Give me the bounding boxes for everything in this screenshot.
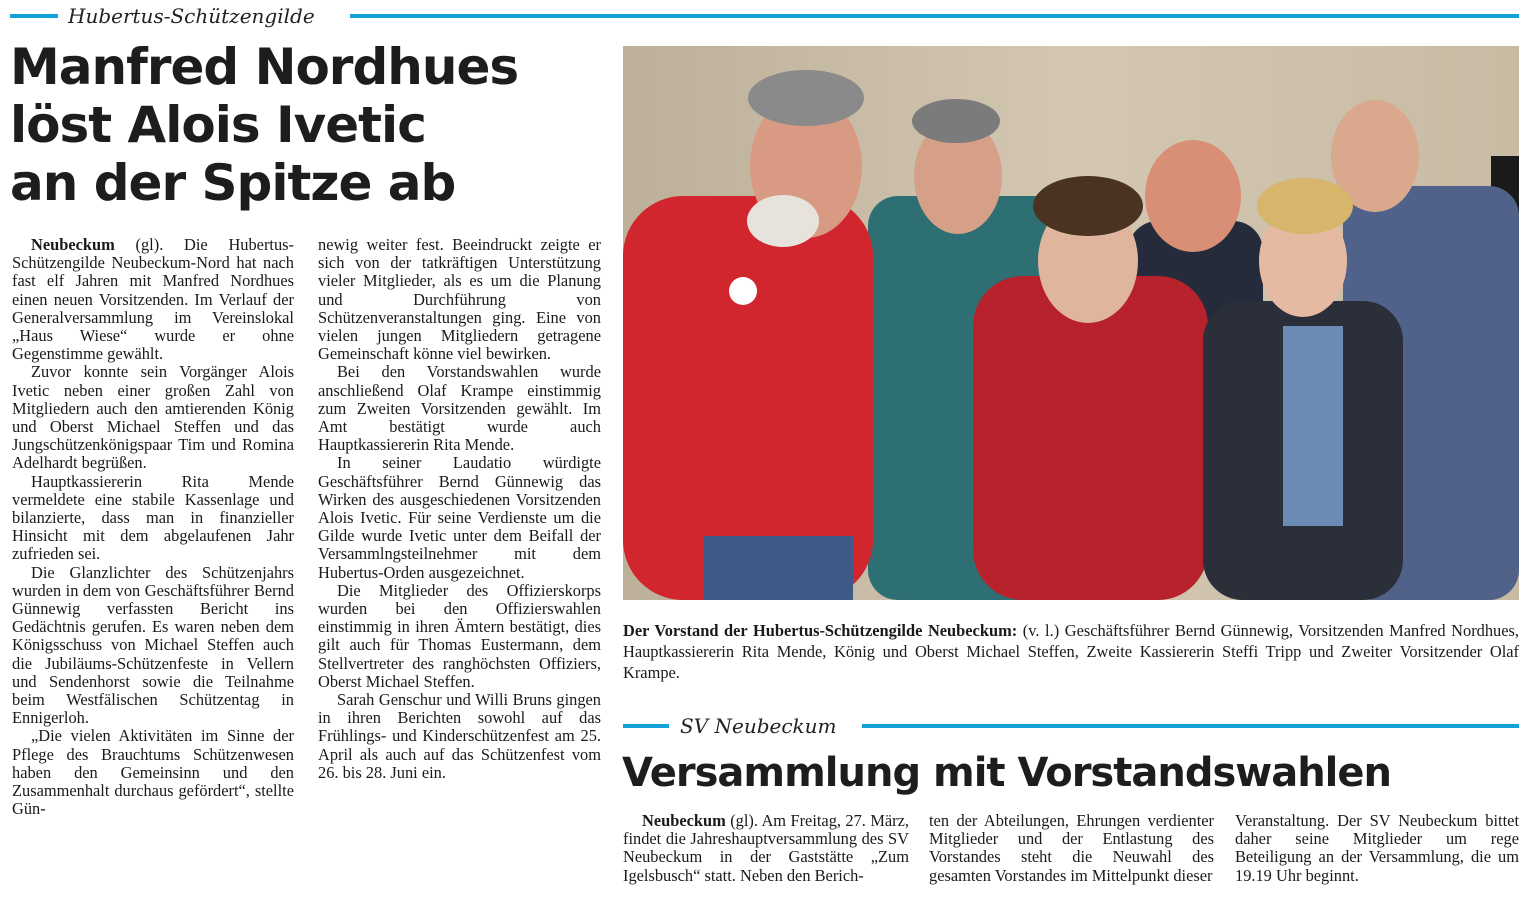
dateline: Neubeckum <box>642 811 726 830</box>
paragraph <box>12 236 294 363</box>
section-rule-left <box>10 14 58 18</box>
headline-line-3: an der Spitze ab <box>10 154 456 212</box>
section2-rule-left <box>623 724 669 728</box>
paragraph-text: (gl). Am Freitag, 27. März, findet die Jahreshauptversammlung des SV Neubeckum in der Gaststätte „Zum Igelsbusch“ statt. Neben den Berich- <box>623 811 909 885</box>
section-kicker <box>68 4 315 28</box>
article-column-2 <box>318 236 601 782</box>
paragraph-text: (gl). Die Hubertus-Schützengilde Neubeckum-Nord hat nach fast elf Jahren mit Manfred Nordhues einen neuen Vorsitzenden. Im Verlauf der Generalversammlung im Vereinslokal „Haus Wiese“ wurde er ohne Gegenstimme gewählt. <box>12 235 294 364</box>
section-kicker-label: Hubertus-Schützengilde <box>68 4 315 28</box>
section2-kicker <box>680 714 837 738</box>
paragraph: „Die vielen Aktivitäten im Sinne der Pflege des Brauchtums Schützenwesen haben den Gemeinsinn und den Zusammenhalt durchaus gefördert“, stellte Gün- <box>12 726 294 819</box>
dateline: Neubeckum <box>31 235 115 254</box>
section2-rule-right <box>862 724 1519 728</box>
article-column-1 <box>12 236 294 819</box>
paragraph: Zuvor konnte sein Vorgänger Alois Ivetic neben einer großen Zahl von Mitgliedern auch den amtierenden König und Oberst Michael Steffen und das Jungschützenkönigspaar Tim und Romina Adelhardt begrüßen. <box>12 362 294 473</box>
headline-line-1: Manfred Nordhues <box>10 38 519 96</box>
section2-kicker-label: SV Neubeckum <box>680 714 837 738</box>
paragraph: newig weiter fest. Beeindruckt zeigte er sich von der tatkräftigen Unterstützung vieler Mitglieder, als es um die Planung und Durchführung von Schützenveranstaltungen ging. Eine von vielen jungen Mitgliedern getragene Gemeinschaft könne viel bewirken. <box>318 235 601 364</box>
photo-caption <box>623 620 1519 683</box>
article2-column-3 <box>1235 812 1519 885</box>
paragraph: Sarah Genschur und Willi Bruns gingen in ihren Berichten sowohl auf das Frühlings- und Kinderschützenfest am 25. April als auch auf das Schützenfest vom 26. bis 28. Juni ein. <box>318 690 601 782</box>
headline-line-2: löst Alois Ivetic <box>10 96 426 154</box>
article2-column-1 <box>623 812 909 885</box>
article-headline <box>10 38 610 212</box>
paragraph: Bei den Vorstandswahlen wurde anschließend Olaf Krampe einstimmig zum Zweiten Vorsitzenden gewählt. Im Amt bestätigt wurde auch Hauptkassiererin Rita Mende. <box>318 362 601 455</box>
article2-column-2 <box>929 812 1214 885</box>
paragraph: Hauptkassiererin Rita Mende vermeldete eine stabile Kassenlage und bilanzierte, dass man in finanzieller Hinsicht mit dem abgelaufenen Jahr zufrieden sei. <box>12 471 294 564</box>
caption-title: Der Vorstand der Hubertus-Schützengilde Neubeckum: <box>623 621 1018 640</box>
caption-text: (v. l.) Geschäftsführer Bernd Günnewig, Vorsitzenden Manfred Nordhues, Hauptkassiererin Rita Mende, König und Oberst Michael Steffen, Zweite Kassiererin Steffi Tripp und Zweiter Vorsitzender Olaf Krampe. <box>623 621 1519 682</box>
paragraph: Die Glanzlichter des Schützenjahrs wurden in dem von Geschäftsführer Bernd Günnewig verfassten Bericht ins Gedächtnis gerufen. Es waren neben dem Königsschuss von Michael Steffen auch die Jubiläums-Schützenfeste in Vellern und Sendenhorst sowie die Teilnahme beim Westfälischen Schützentag in Ennigerloh. <box>12 562 294 728</box>
paragraph <box>623 812 909 885</box>
paragraph: Die Mitglieder des Offizierskorps wurden bei den Offizierswahlen einstimmig in ihren Ämtern bestätigt, dies gilt auch für Thomas Eustermann, dem Stellvertreter des ranghöchsten Offiziers, Oberst Michael Steffen. <box>318 580 601 691</box>
paragraph: In seiner Laudatio würdigte Geschäftsführer Bernd Günnewig das Wirken des ausgeschiedenen Vorsitzenden Alois Ivetic. Für seine Verdienste um die Gilde wurde Ivetic unter dem Beifall der Versammlngsteilnehmer mit dem Hubertus-Orden ausgezeichnet. <box>318 453 601 582</box>
group-photo <box>623 46 1519 600</box>
article2-headline: Versammlung mit Vorstandswahlen <box>622 750 1391 796</box>
paragraph: ten der Abteilungen, Ehrungen verdienter Mitglieder und der Entlastung des Vorstandes steht die Neuwahl des gesamten Vorstandes im Mittelpunkt dieser <box>929 811 1214 885</box>
paragraph: Veranstaltung. Der SV Neubeckum bittet daher seine Mitglieder um rege Beteiligung an der Versammlung, die um 19.19 Uhr beginnt. <box>1235 811 1519 885</box>
section-rule-right <box>350 14 1519 18</box>
